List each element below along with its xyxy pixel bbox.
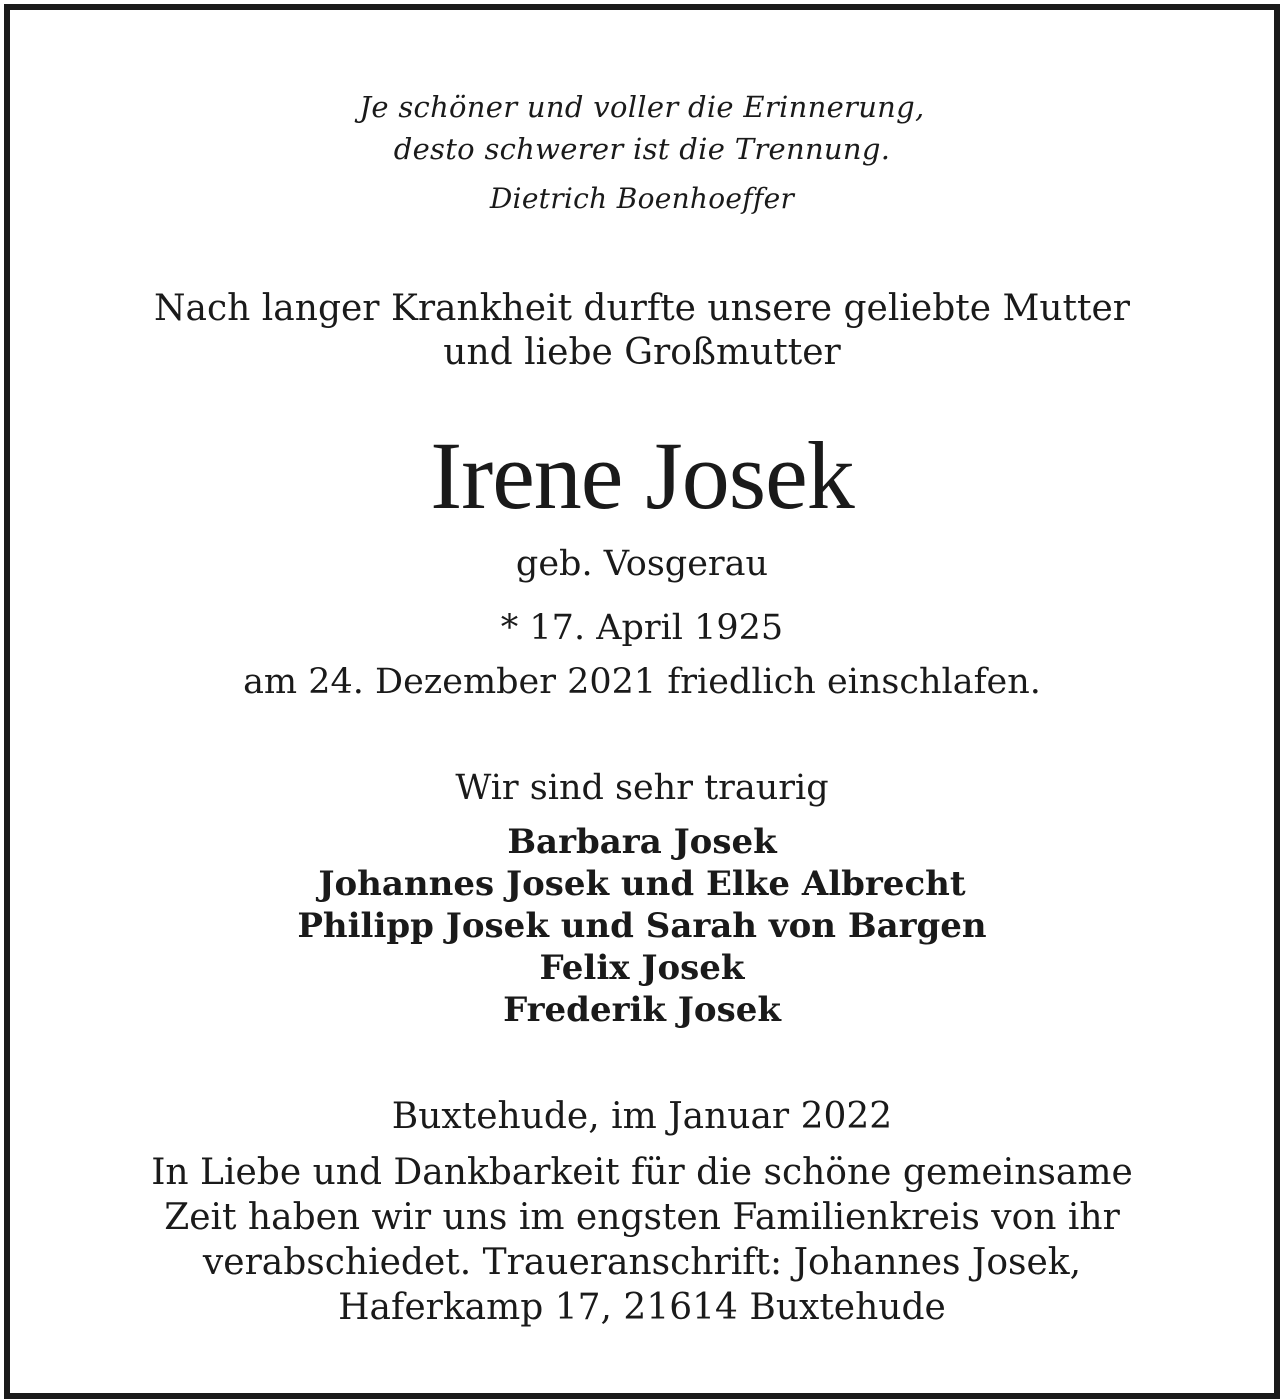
maiden-name: geb. Vosgerau (515, 544, 769, 584)
mourner-name: Johannes Josek und Elke Albrecht (318, 864, 966, 904)
mourner-name: Felix Josek (539, 948, 745, 988)
birth-date: * 17. April 1925 (500, 608, 784, 648)
mourner-name: Frederik Josek (503, 990, 781, 1030)
closing-line-1: In Liebe und Dankbarkeit für die schöne gemeinsame (151, 1152, 1133, 1193)
quote-line-1: Je schöner und voller die Erinnerung, (359, 90, 925, 124)
closing-line-3: verabschiedet. Traueranschrift: Johannes Josek, (202, 1242, 1082, 1283)
mourners-intro: Wir sind sehr traurig (455, 768, 829, 808)
mourner-name: Philipp Josek und Sarah von Bargen (297, 906, 987, 946)
closing-line-2: Zeit haben wir uns im engsten Familienkreis von ihr (164, 1197, 1120, 1238)
closing-line-4: Haferkamp 17, 21614 Buxtehude (338, 1287, 946, 1328)
place-date: Buxtehude, im Januar 2022 (391, 1096, 893, 1137)
intro-line-1: Nach langer Krankheit durfte unsere geliebte Mutter (154, 288, 1130, 329)
mourner-name: Barbara Josek (507, 822, 777, 862)
obituary-notice (4, 4, 1280, 1399)
deceased-name: Irene Josek (430, 422, 854, 529)
quote-line-2: desto schwerer ist die Trennung. (393, 132, 891, 166)
death-line: am 24. Dezember 2021 friedlich einschlafen. (243, 662, 1041, 702)
quote-author: Dietrich Boenhoeffer (489, 182, 795, 215)
intro-line-2: und liebe Großmutter (443, 332, 841, 373)
